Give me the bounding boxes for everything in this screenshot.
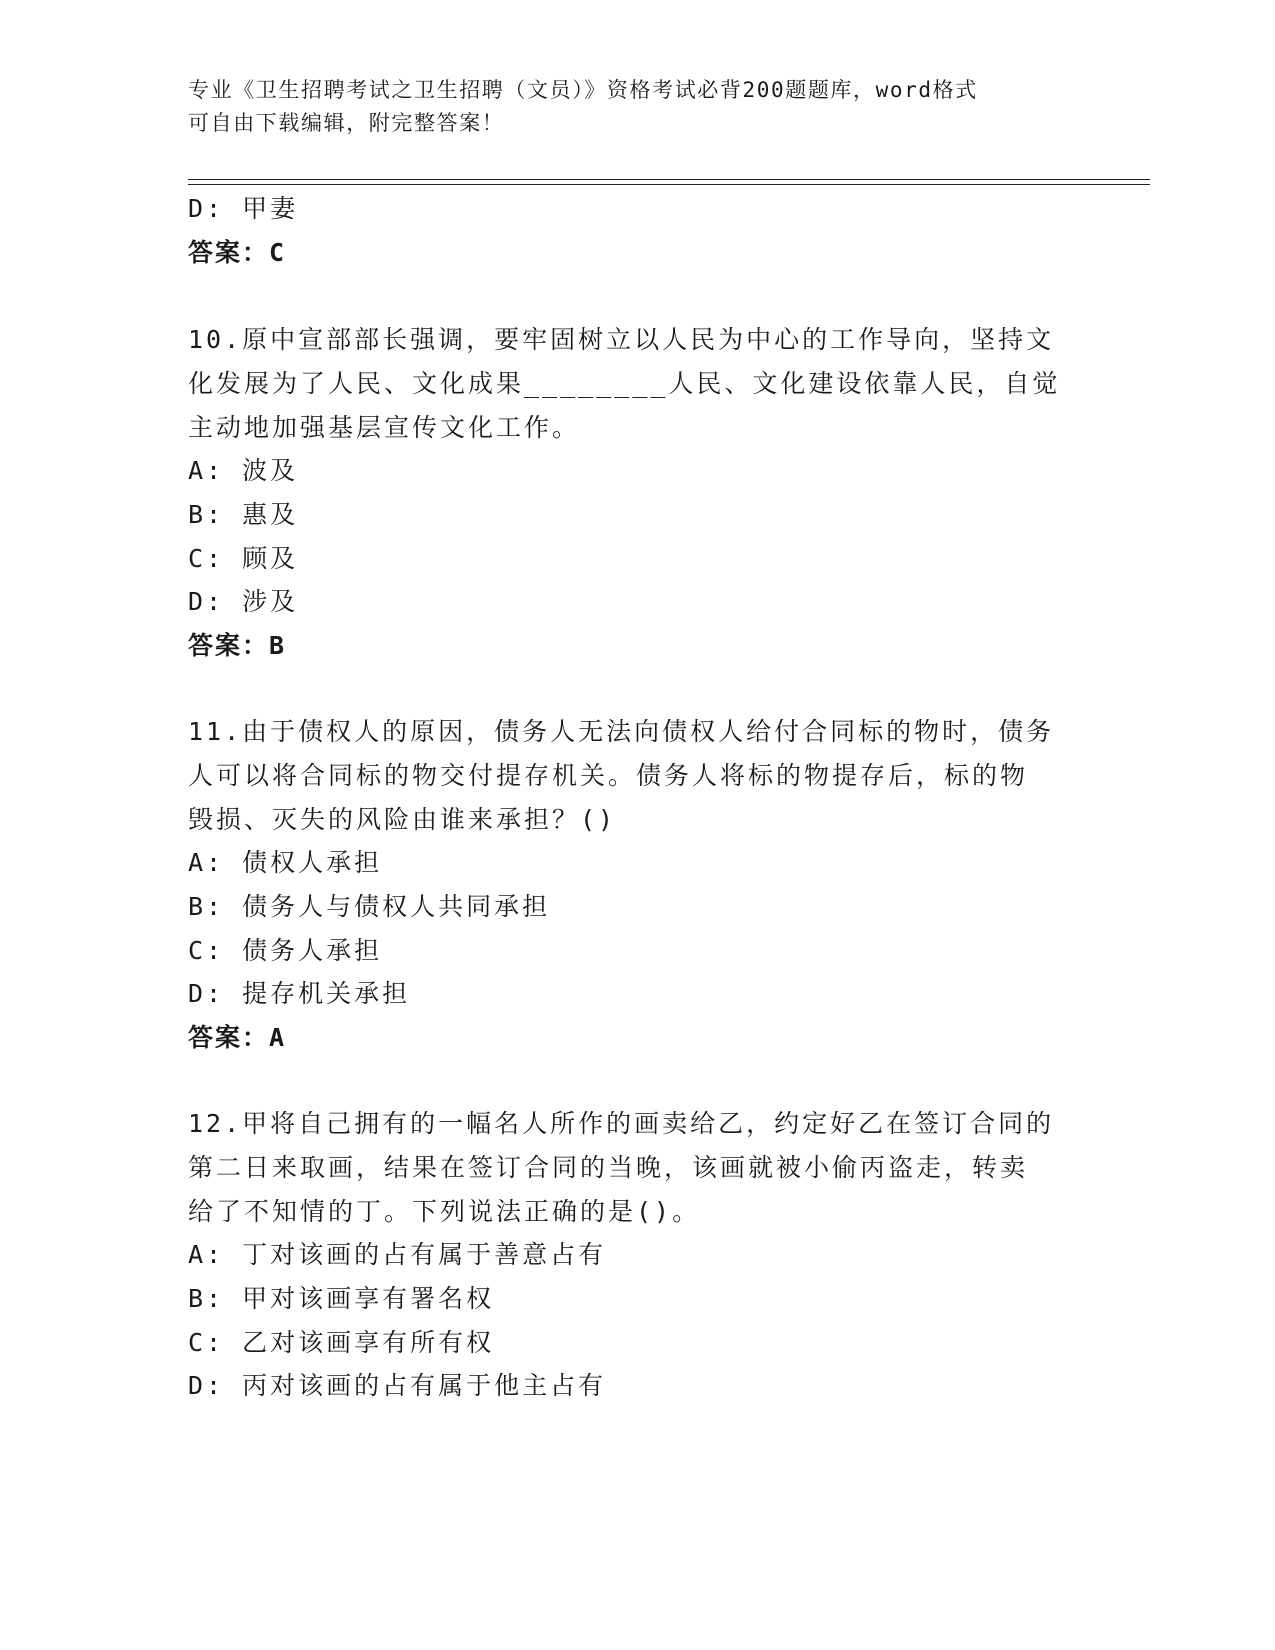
- header-title-line-1: 专业《卫生招聘考试之卫生招聘（文员）》资格考试必背200题题库，word格式: [188, 78, 978, 102]
- header-divider-top: [188, 179, 1150, 180]
- question-12-stem-line-2: 第二日来取画，结果在签订合同的当晚，该画就被小偷丙盗走，转卖: [188, 1153, 1029, 1182]
- question-11-option-a: A: 债权人承担: [188, 848, 383, 877]
- question-10-option-b: B: 惠及: [188, 500, 299, 529]
- question-10-stem-line-3: 主动地加强基层宣传文化工作。: [188, 413, 581, 442]
- question-12-stem-line-3: 给了不知情的丁。下列说法正确的是()。: [188, 1197, 701, 1226]
- question-11-option-b: B: 债务人与债权人共同承担: [188, 892, 551, 921]
- question-10-answer: 答案：B: [188, 631, 287, 660]
- document-header: [188, 74, 1088, 140]
- prev-question-answer: 答案：C: [188, 238, 287, 267]
- header-divider-bottom: [188, 184, 1150, 185]
- question-10-stem-line-1: 10.原中宣部部长强调，要牢固树立以人民为中心的工作导向，坚持文: [188, 325, 1055, 354]
- question-11-stem-line-2: 人可以将合同标的物交付提存机关。债务人将标的物提存后，标的物: [188, 761, 1029, 790]
- question-11-option-d: D: 提存机关承担: [188, 979, 411, 1008]
- question-12-stem-line-1: 12.甲将自己拥有的一幅名人所作的画卖给乙，约定好乙在签订合同的: [188, 1109, 1055, 1138]
- question-11-stem-line-1: 11.由于债权人的原因，债务人无法向债权人给付合同标的物时，债务: [188, 717, 1055, 746]
- question-12-option-c: C: 乙对该画享有所有权: [188, 1328, 495, 1357]
- prev-question-option-d: D: 甲妻: [188, 194, 299, 223]
- question-11-option-c: C: 债务人承担: [188, 936, 383, 965]
- question-12-option-d: D: 丙对该画的占有属于他主占有: [188, 1371, 607, 1400]
- header-title-line-2: 可自由下载编辑，附完整答案！: [188, 111, 505, 135]
- question-11-answer: 答案：A: [188, 1023, 287, 1052]
- question-10-stem-line-2: 化发展为了人民、文化成果________人民、文化建设依靠人民，自觉: [188, 369, 1061, 398]
- question-12-option-a: A: 丁对该画的占有属于善意占有: [188, 1240, 607, 1269]
- question-10-option-a: A: 波及: [188, 456, 299, 485]
- question-10-option-d: D: 涉及: [188, 587, 299, 616]
- question-10-option-c: C: 顾及: [188, 544, 299, 573]
- question-12-option-b: B: 甲对该画享有署名权: [188, 1284, 495, 1313]
- question-11-stem-line-3: 毁损、灭失的风险由谁来承担？(): [188, 805, 617, 834]
